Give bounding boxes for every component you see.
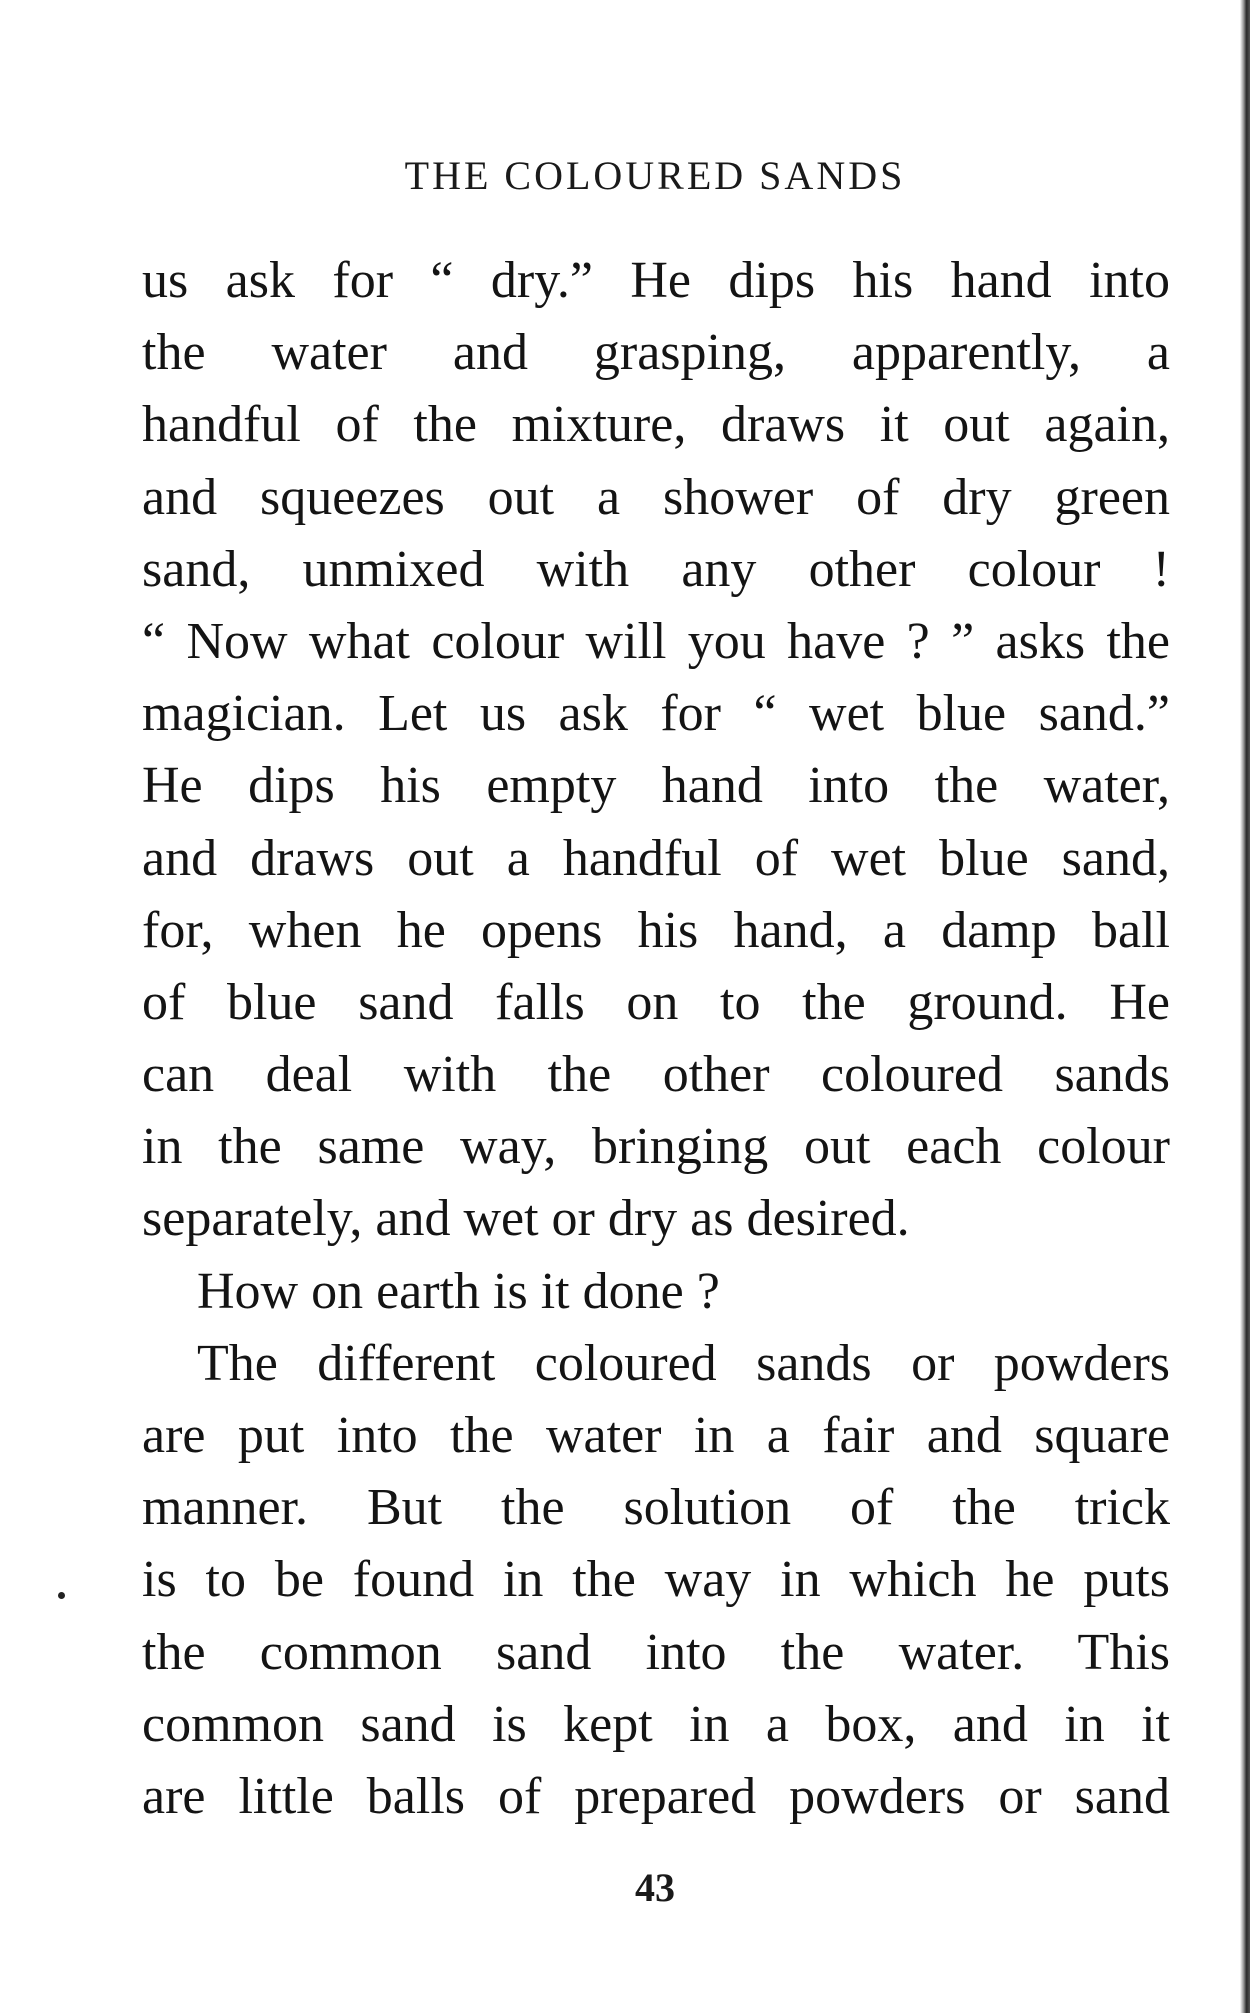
text-line: The different coloured sands or powders xyxy=(197,1334,1170,1392)
page-number: 43 xyxy=(635,1865,675,1910)
text-line: are put into the water in a fair and square xyxy=(142,1407,1170,1464)
text-line: the common sand into the water. This xyxy=(142,1623,1170,1681)
text-line: is to be found in the way in which he puts xyxy=(142,1551,1170,1609)
text-line: manner. But the solution of the trick xyxy=(142,1479,1170,1537)
page-edge xyxy=(1240,0,1250,2013)
text-line: separately, and wet or dry as desired. xyxy=(142,1190,910,1248)
text-line: and squeezes out a shower of dry green xyxy=(142,468,1170,526)
text-line: magician. Let us ask for “ wet blue sand.” xyxy=(142,685,1170,743)
text-line: in the same way, bringing out each colour xyxy=(142,1118,1170,1176)
text-line: and draws out a handful of wet blue sand, xyxy=(142,829,1170,887)
text-line: for, when he opens his hand, a damp ball xyxy=(142,901,1170,959)
text-line: “ Now what colour will you have ? ” asks the xyxy=(142,612,1170,670)
text-line: can deal with the other coloured sands xyxy=(142,1046,1170,1104)
text-line: are little balls of prepared powders or sand xyxy=(142,1767,1170,1825)
running-head: THE COLOURED SANDS xyxy=(404,153,906,198)
text-line: He dips his empty hand into the water, xyxy=(142,757,1170,815)
text-line: sand, unmixed with any other colour ! xyxy=(142,540,1170,598)
body-text xyxy=(142,245,1170,1833)
text-line: of blue sand falls on to the ground. He xyxy=(142,973,1170,1031)
text-line: handful of the mixture, draws it out again, xyxy=(142,396,1170,454)
text-line: us ask for “ dry.” He dips his hand into xyxy=(142,252,1170,309)
text-line: the water and grasping, apparently, a xyxy=(142,324,1170,382)
text-line: common sand is kept in a box, and in it xyxy=(142,1695,1170,1753)
text-line: How on earth is it done ? xyxy=(197,1262,720,1320)
ink-speck xyxy=(58,1592,65,1599)
